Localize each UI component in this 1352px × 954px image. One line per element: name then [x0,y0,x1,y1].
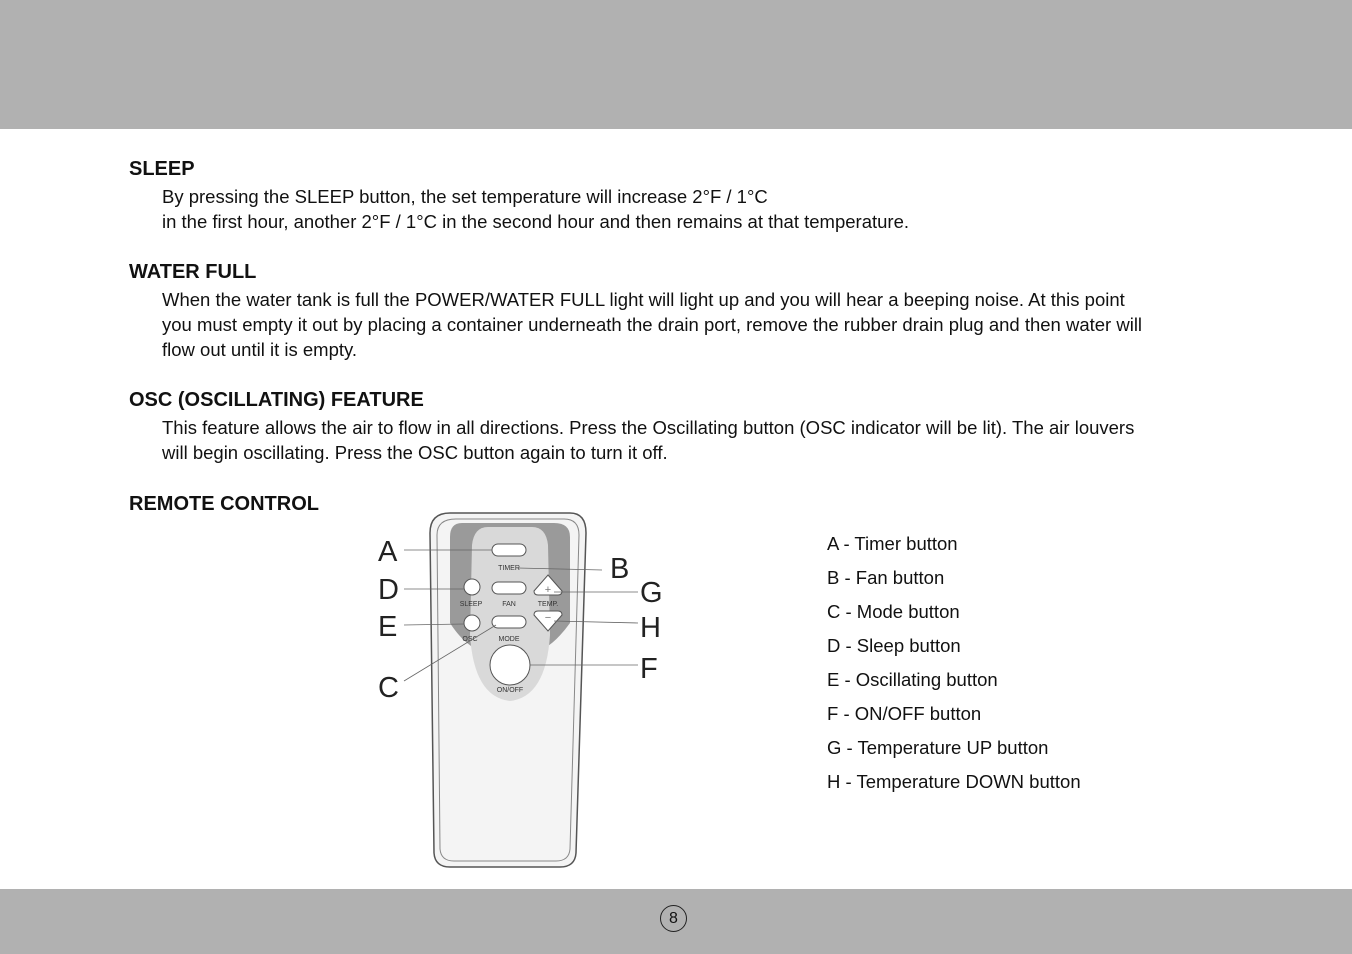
temp-up-icon: + [544,584,552,596]
water-full-heading: WATER FULL [129,261,257,283]
water-full-line: you must empty it out by placing a container underneath the drain port, remove the rubber drain plug and then water will [162,314,1143,335]
callout-d: D [378,574,399,606]
legend-item: G - Temperature UP button [827,737,1049,758]
remote-legend [827,530,1081,802]
callout-g: G [640,577,663,609]
water-full-line: When the water tank is full the POWER/WATER FULL light will light up and you will hear a beeping noise. At this point [162,289,1125,310]
legend-item: A - Timer button [827,533,958,554]
callout-f: F [640,653,658,685]
legend-item: C - Mode button [827,601,960,622]
osc-line: will begin oscillating. Press the OSC button again to turn it off. [162,442,668,463]
legend-item: B - Fan button [827,567,945,588]
osc-heading: OSC (OSCILLATING) FEATURE [129,389,424,411]
callout-b: B [610,553,630,585]
callout-e: E [378,611,398,643]
sleep-button [464,579,480,595]
timer-label: TIMER [498,565,520,572]
legend-item: F - ON/OFF button [827,703,982,724]
temp-label: TEMP. [537,601,559,608]
page-number: 8 [660,905,687,932]
sleep-heading: SLEEP [129,158,195,180]
remote-control-heading: REMOTE CONTROL [129,493,319,515]
water-full-body [162,287,1259,362]
legend-item: H - Temperature DOWN button [827,771,1081,792]
sleep-body [162,184,1259,234]
water-full-line: flow out until it is empty. [162,339,358,360]
sleep-line: in the first hour, another 2°F / 1°C in the second hour and then remains at that temperature. [162,211,910,232]
osc-section [129,388,1259,465]
osc-label: OSC [462,636,478,643]
callout-h: H [640,612,661,644]
onoff-label: ON/OFF [496,687,524,694]
temp-down-icon: − [544,612,552,624]
onoff-button [490,645,530,685]
mode-label: MODE [498,636,520,643]
timer-button [492,544,526,556]
sleep-line: By pressing the SLEEP button, the set temperature will increase 2°F / 1°C [162,186,768,207]
legend-item: D - Sleep button [827,635,961,656]
fan-label: FAN [502,601,516,608]
sleep-label: SLEEP [459,601,483,608]
callout-c: C [378,672,399,704]
osc-line: This feature allows the air to flow in all directions. Press the Oscillating button (OSC indicator will be lit). The air louvers [162,417,1135,438]
sleep-section [129,157,1259,234]
fan-button [492,582,526,594]
legend-item: E - Oscillating button [827,669,998,690]
osc-button [464,615,480,631]
callout-a: A [378,536,398,568]
water-full-section [129,260,1259,362]
osc-body [162,415,1259,465]
mode-button [492,616,526,628]
header-band [0,0,1352,129]
remote-control-diagram [370,505,670,869]
